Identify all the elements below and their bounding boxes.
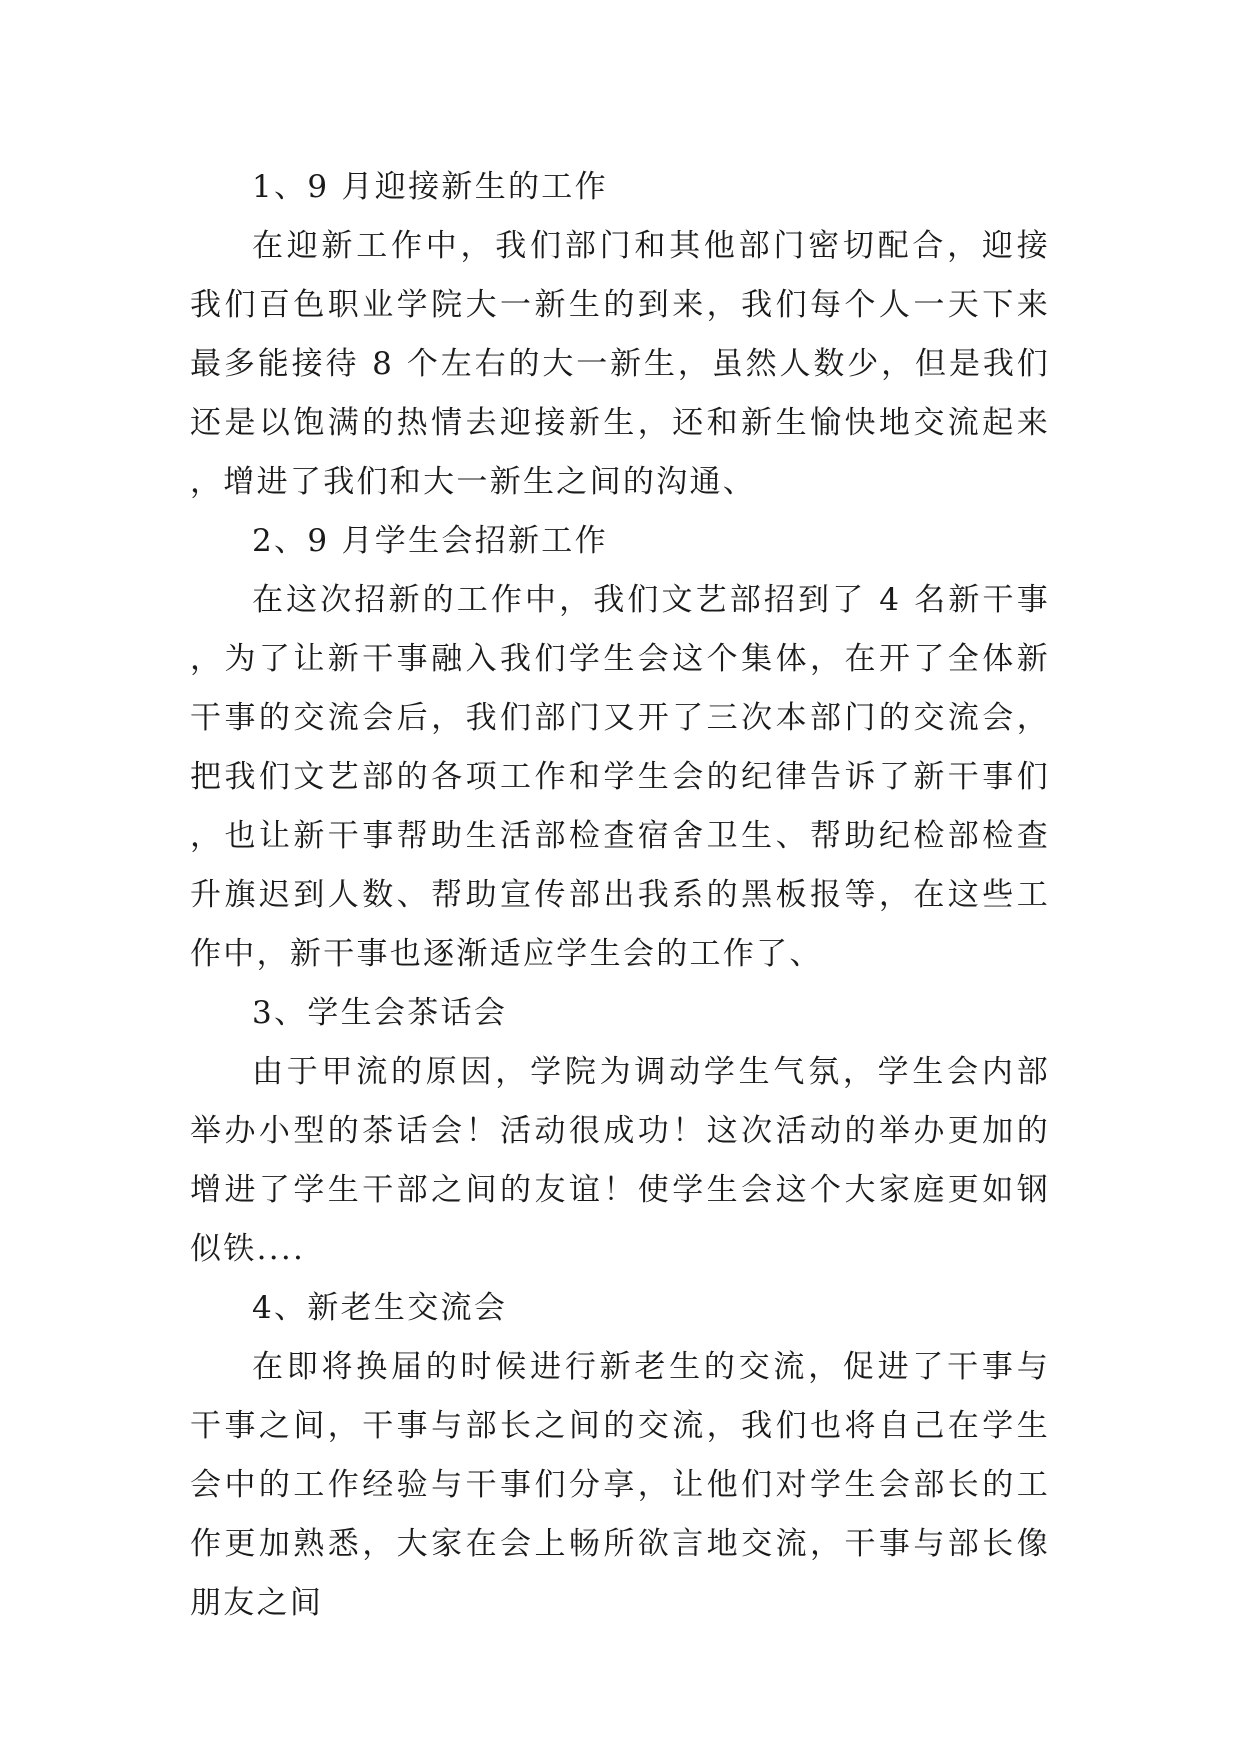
- section-paragraph-3: 由于甲流的原因，学院为调动学生气氛，学生会内部举办小型的茶话会！活动很成功！这次活动的举办更加的增进了学生干部之间的友谊！使学生会这个大家庭更如钢似铁....: [190, 1054, 1050, 1267]
- section-heading-4: 4、新老生交流会: [252, 1290, 508, 1326]
- section-heading-3: 3、学生会茶话会: [252, 995, 508, 1031]
- section-heading-2: 2、9 月学生会招新工作: [252, 523, 608, 559]
- section-paragraph-1: 在迎新工作中，我们部门和其他部门密切配合，迎接我们百色职业学院大一新生的到来，我们每个人一天下来最多能接待 8 个左右的大一新生，虽然人数少，但是我们还是以饱满的热情去迎接新生，还和新生愉快地交流起来，增进了我们和大一新生之间的沟通、: [190, 228, 1050, 500]
- document-body: [190, 158, 1050, 1633]
- section-paragraph-4: 在即将换届的时候进行新老生的交流，促进了干事与干事之间，干事与部长之间的交流，我们也将自己在学生会中的工作经验与干事们分享，让他们对学生会部长的工作更加熟悉，大家在会上畅所欲言地交流，干事与部长像朋友之间: [190, 1349, 1050, 1621]
- section-paragraph-2: 在这次招新的工作中，我们文艺部招到了 4 名新干事，为了让新干事融入我们学生会这个集体，在开了全体新干事的交流会后，我们部门又开了三次本部门的交流会，把我们文艺部的各项工作和学生会的纪律告诉了新干事们，也让新干事帮助生活部检查宿舍卫生、帮助纪检部检查升旗迟到人数、帮助宣传部出我系的黑板报等，在这些工作中，新干事也逐渐适应学生会的工作了、: [190, 582, 1050, 972]
- section-heading-1: 1、9 月迎接新生的工作: [252, 169, 608, 205]
